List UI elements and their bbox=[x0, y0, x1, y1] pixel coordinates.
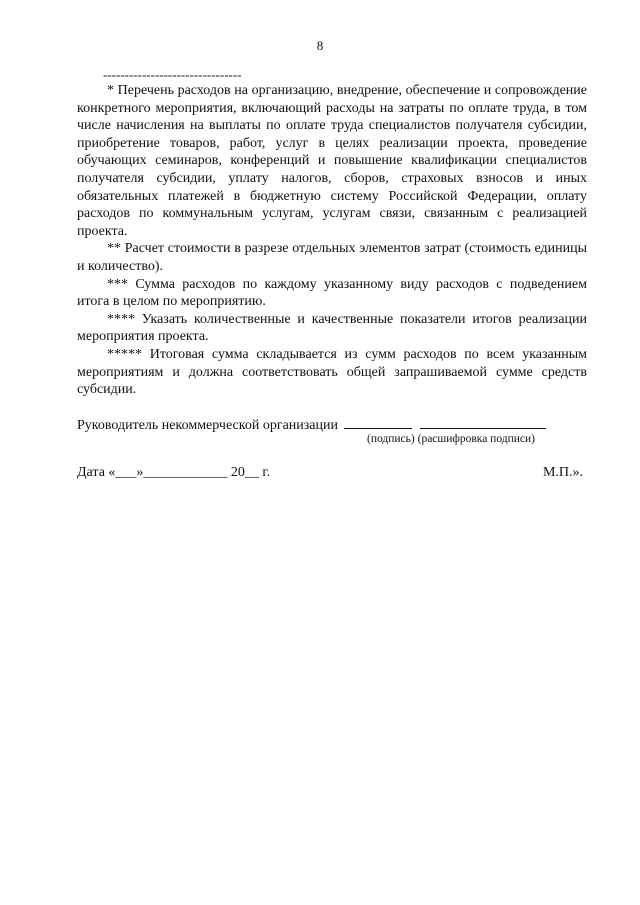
signature-caption: (подпись) (расшифровка подписи) bbox=[367, 433, 536, 445]
signature-line bbox=[77, 414, 587, 434]
date-line: Дата «___»____________ 20__ г. bbox=[77, 465, 271, 480]
signature-decode-blank bbox=[420, 414, 546, 429]
page-number: 8 bbox=[316, 38, 324, 53]
signature-blank bbox=[344, 414, 412, 429]
footnote-separator: -------------------------------- bbox=[103, 67, 242, 82]
footnote-2: ** Расчет стоимости в разрезе отдельных элементов затрат (стоимость единицы и количество). bbox=[77, 241, 587, 274]
footnote-3: *** Сумма расходов по каждому указанному виду расходов с подведением итога в целом по мероприятию. bbox=[77, 276, 587, 310]
footnote-5: ***** Итоговая сумма складывается из сумм расходов по всем указанным мероприятиям и должна соответствовать общей запрашиваемой сумме средств субсидии. bbox=[77, 346, 587, 398]
stamp-placeholder: М.П.». bbox=[542, 465, 583, 480]
signature-block bbox=[77, 414, 587, 445]
signature-label: Руководитель некоммерческой организации bbox=[77, 418, 338, 433]
footnote-1: * Перечень расходов на организацию, внедрение, обеспечение и сопровождение конкретного мероприятия, включающий расходы на затраты по оплате труда, в том числе начисления на выплаты по оплате труда специалистов получателя субсидии, приобретение товаров, работ, услуг в целях реализации проекта, проведение обучающих семинаров, конференций и повышение квалификации специалистов получателя субсидии, уплату налогов, сборов, страховых взносов и иных обязательных платежей в бюджетную систему Российской Федерации, оплату расходов по коммунальным услугам, услугам связи, связанным с реализацией проекта. bbox=[77, 83, 587, 239]
footnote-4: **** Указать количественные и качественные показатели итогов реализации мероприятия проекта. bbox=[77, 311, 587, 345]
footnotes-section bbox=[77, 68, 587, 399]
